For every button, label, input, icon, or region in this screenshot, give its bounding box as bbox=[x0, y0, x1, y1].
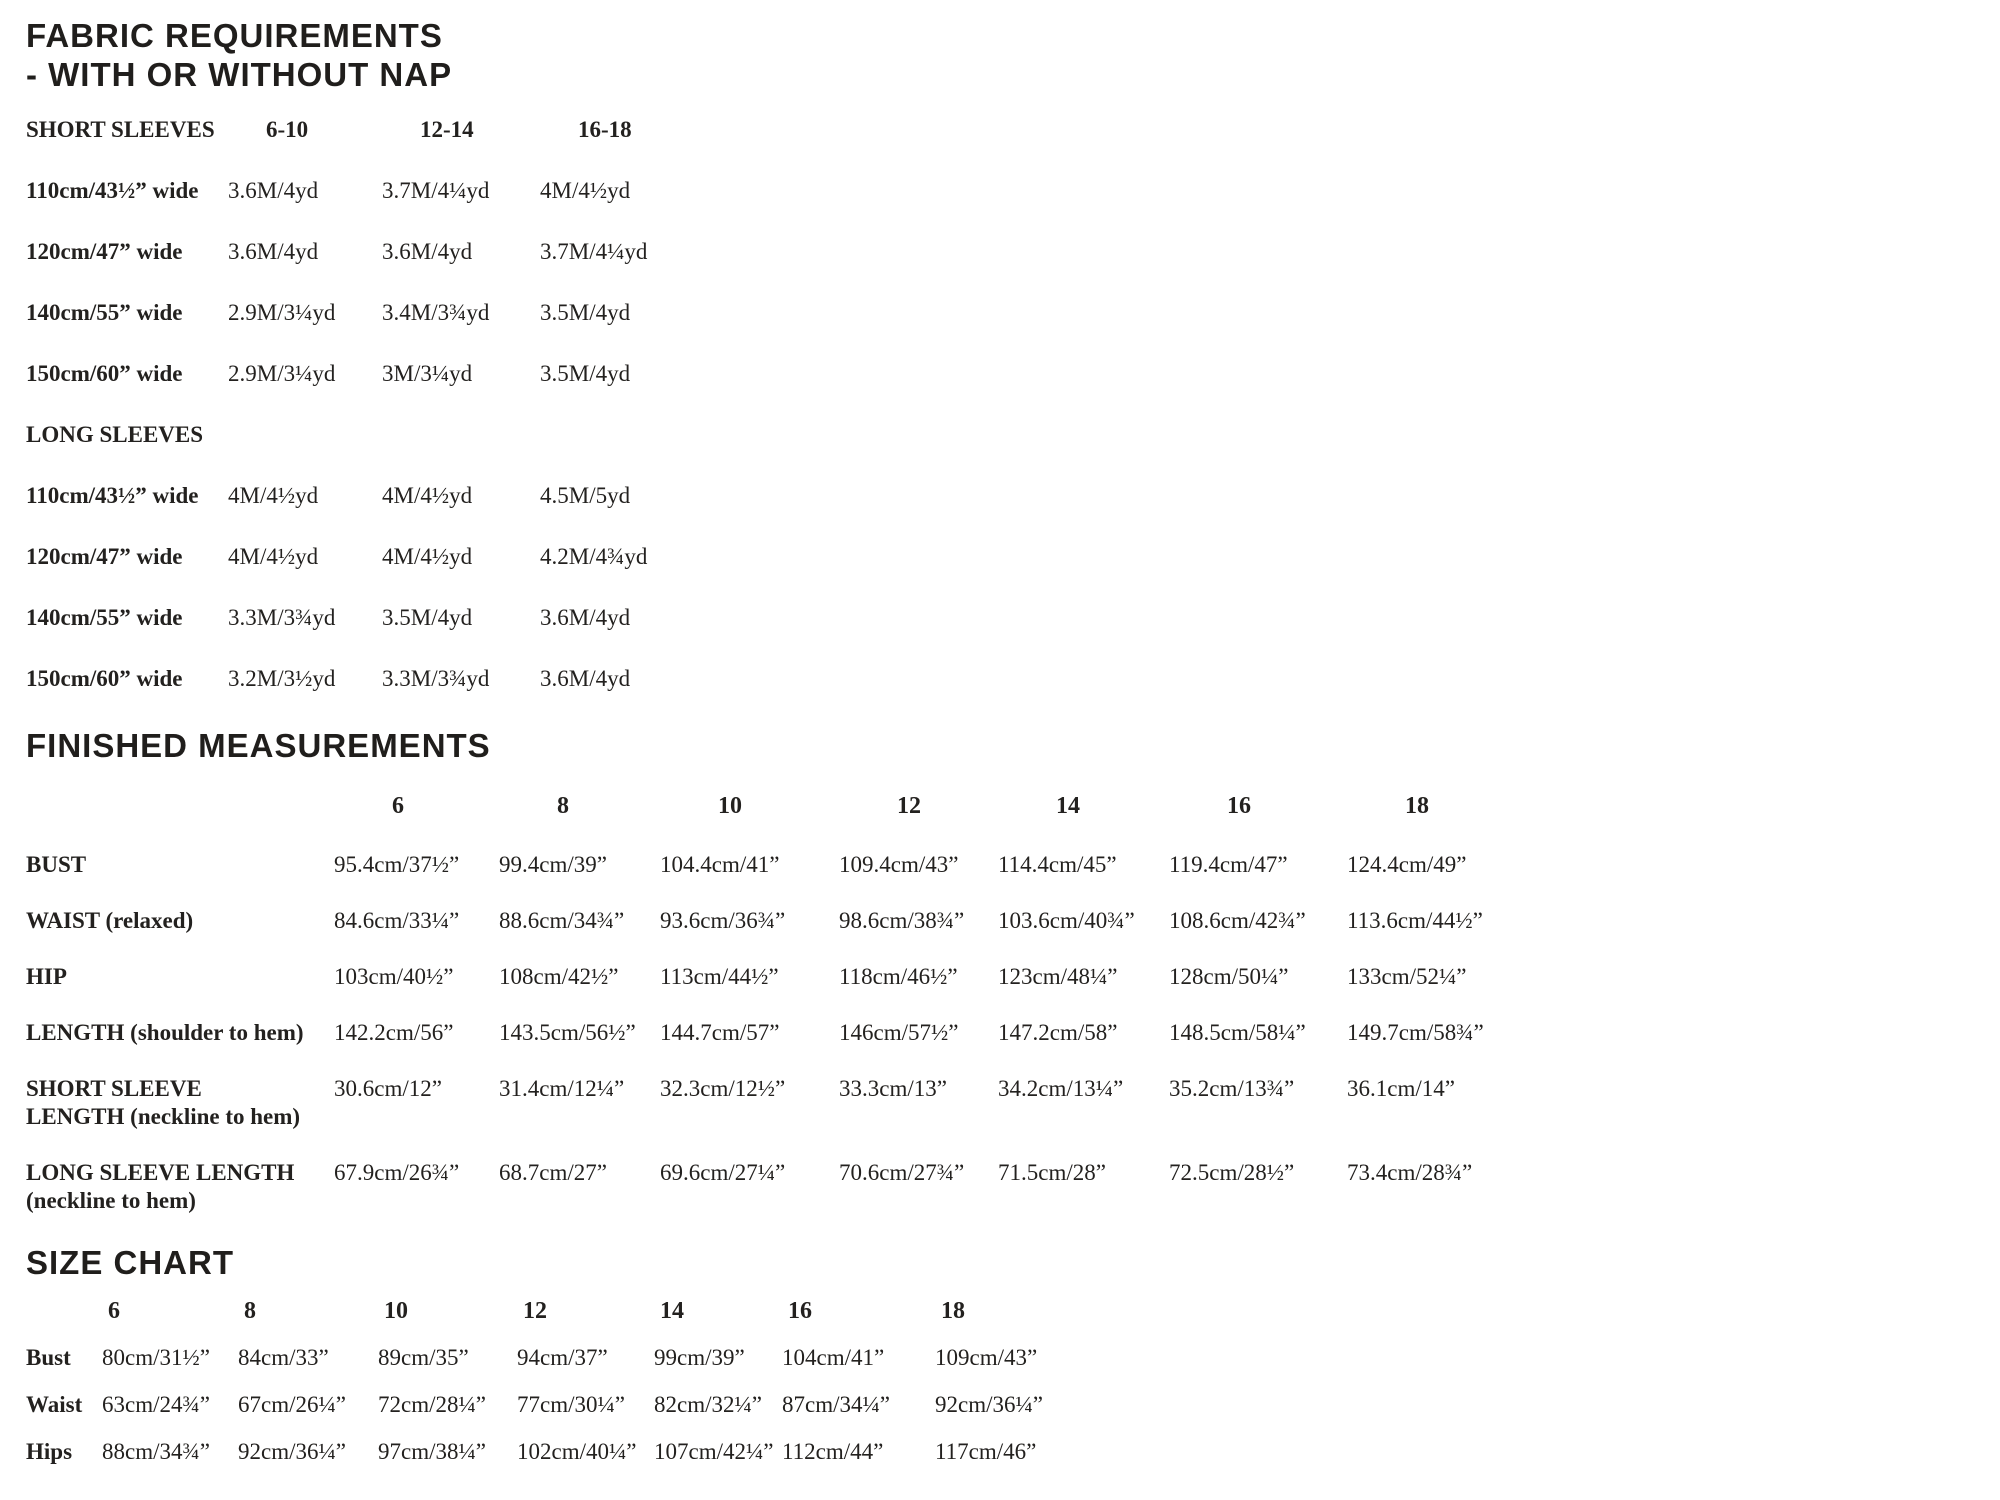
measurement-value: 147.2cm/58” bbox=[998, 1020, 1118, 1045]
body-measurement-value: 63cm/24¾” bbox=[102, 1392, 210, 1417]
body-measurement-value: 84cm/33” bbox=[238, 1345, 329, 1370]
fabric-width-label: 140cm/55” wide bbox=[26, 300, 183, 325]
empty-cell bbox=[228, 421, 382, 449]
measurement-value: 133cm/52¼” bbox=[1347, 964, 1467, 989]
finished-measurements-table bbox=[26, 792, 2000, 1215]
short-sleeves-label: SHORT SLEEVES bbox=[26, 117, 215, 142]
measurement-label bbox=[26, 1019, 334, 1047]
measurement-label bbox=[26, 907, 334, 935]
body-measurement-label: Waist bbox=[26, 1392, 83, 1417]
short-sleeves-fabric-row-120cm bbox=[26, 238, 2000, 266]
body-measurement-value: 104cm/41” bbox=[782, 1345, 885, 1370]
size-chart-row-hips bbox=[26, 1438, 2000, 1466]
measurement-value: 104.4cm/41” bbox=[660, 852, 780, 877]
measurement-value: 103.6cm/40¾” bbox=[998, 908, 1135, 933]
size-header-14: 14 bbox=[660, 1298, 684, 1324]
measurement-value: 123cm/48¼” bbox=[998, 964, 1118, 989]
measurement-label bbox=[26, 1159, 334, 1215]
fabric-requirements-title-line-2: - WITH OR WITHOUT NAP bbox=[26, 56, 453, 93]
size-header-18: 18 bbox=[1405, 793, 1429, 819]
measurement-value: 31.4cm/12¼” bbox=[499, 1076, 625, 1101]
size-chart-size-header-row bbox=[26, 1297, 2000, 1325]
measurement-row-hip bbox=[26, 963, 2000, 991]
fabric-width-label: 150cm/60” wide bbox=[26, 361, 183, 386]
body-measurement-value: 72cm/28¼” bbox=[378, 1392, 486, 1417]
measurement-label-line: (neckline to hem) bbox=[26, 1188, 196, 1213]
measurement-value: 114.4cm/45” bbox=[998, 852, 1117, 877]
measurement-value: 113.6cm/44½” bbox=[1347, 908, 1483, 933]
body-measurement-value: 87cm/34¼” bbox=[782, 1392, 890, 1417]
measurement-row-bust bbox=[26, 851, 2000, 879]
body-measurement-value: 89cm/35” bbox=[378, 1345, 469, 1370]
measurement-value: 69.6cm/27¼” bbox=[660, 1160, 786, 1185]
size-chart-row-bust bbox=[26, 1344, 2000, 1372]
yardage-value: 4M/4½yd bbox=[382, 483, 473, 508]
measurement-value: 99.4cm/39” bbox=[499, 852, 607, 877]
measurement-value: 93.6cm/36¾” bbox=[660, 908, 786, 933]
measurement-value: 67.9cm/26¾” bbox=[334, 1160, 460, 1185]
finished-measurements-size-header-row bbox=[26, 792, 2000, 820]
measurement-value: 144.7cm/57” bbox=[660, 1020, 780, 1045]
yardage-value: 3.7M/4¼yd bbox=[540, 239, 648, 264]
measurement-value: 35.2cm/13¾” bbox=[1169, 1076, 1295, 1101]
measurement-value: 113cm/44½” bbox=[660, 964, 779, 989]
measurement-value: 118cm/46½” bbox=[839, 964, 958, 989]
measurement-label-line: BUST bbox=[26, 852, 87, 877]
fabric-width-label: 140cm/55” wide bbox=[26, 605, 183, 630]
sewing-pattern-spec-page bbox=[26, 16, 2000, 1466]
measurement-value: 148.5cm/58¼” bbox=[1169, 1020, 1306, 1045]
measurement-value: 149.7cm/58¾” bbox=[1347, 1020, 1484, 1045]
yardage-value: 3.6M/4yd bbox=[540, 666, 631, 691]
body-measurement-value: 99cm/39” bbox=[654, 1345, 745, 1370]
measurement-value: 33.3cm/13” bbox=[839, 1076, 947, 1101]
yardage-value: 4.5M/5yd bbox=[540, 483, 631, 508]
yardage-value: 3.6M/4yd bbox=[540, 605, 631, 630]
fabric-width-label: 110cm/43½” wide bbox=[26, 483, 199, 508]
measurement-label-line: LENGTH (shoulder to hem) bbox=[26, 1020, 304, 1045]
yardage-value: 4M/4½yd bbox=[228, 483, 319, 508]
measurement-value: 108cm/42½” bbox=[499, 964, 619, 989]
size-header-8: 8 bbox=[557, 793, 569, 819]
measurement-value: 71.5cm/28” bbox=[998, 1160, 1106, 1185]
yardage-value: 2.9M/3¼yd bbox=[228, 300, 336, 325]
body-measurement-value: 82cm/32¼” bbox=[654, 1392, 762, 1417]
measurement-value: 73.4cm/28¾” bbox=[1347, 1160, 1473, 1185]
body-measurement-value: 94cm/37” bbox=[517, 1345, 608, 1370]
measurement-value: 34.2cm/13¼” bbox=[998, 1076, 1124, 1101]
yardage-value: 3.6M/4yd bbox=[382, 239, 473, 264]
measurement-value: 108.6cm/42¾” bbox=[1169, 908, 1306, 933]
yardage-value: 3.3M/3¾yd bbox=[382, 666, 490, 691]
long-sleeves-fabric-row-120cm bbox=[26, 543, 2000, 571]
measurement-value: 68.7cm/27” bbox=[499, 1160, 607, 1185]
yardage-value: 4M/4½yd bbox=[540, 178, 631, 203]
size-header-14: 14 bbox=[1056, 793, 1080, 819]
empty-cell bbox=[26, 792, 334, 820]
fabric-width-label: 150cm/60” wide bbox=[26, 666, 183, 691]
measurement-row-waist bbox=[26, 907, 2000, 935]
short-sleeves-fabric-row-110cm bbox=[26, 177, 2000, 205]
yardage-value: 3.2M/3½yd bbox=[228, 666, 336, 691]
empty-cell bbox=[382, 421, 540, 449]
measurement-label bbox=[26, 851, 334, 879]
fabric-requirements-table bbox=[26, 116, 2000, 693]
measurement-value: 30.6cm/12” bbox=[334, 1076, 442, 1101]
yardage-value: 3.7M/4¼yd bbox=[382, 178, 490, 203]
yardage-value: 2.9M/3¼yd bbox=[228, 361, 336, 386]
body-measurement-value: 97cm/38¼” bbox=[378, 1439, 486, 1464]
body-measurement-value: 102cm/40¼” bbox=[517, 1439, 637, 1464]
size-range-header-16-18: 16-18 bbox=[578, 117, 632, 142]
short-sleeves-fabric-row-150cm bbox=[26, 360, 2000, 388]
yardage-value: 3.5M/4yd bbox=[540, 361, 631, 386]
body-measurement-label: Bust bbox=[26, 1345, 71, 1370]
fabric-requirements-title bbox=[26, 16, 2000, 94]
measurement-value: 128cm/50¼” bbox=[1169, 964, 1289, 989]
fabric-requirements-title-line-1: FABRIC REQUIREMENTS bbox=[26, 17, 443, 54]
measurement-value: 95.4cm/37½” bbox=[334, 852, 460, 877]
body-measurement-value: 77cm/30¼” bbox=[517, 1392, 625, 1417]
size-header-10: 10 bbox=[718, 793, 742, 819]
long-sleeves-fabric-row-150cm bbox=[26, 665, 2000, 693]
yardage-value: 4M/4½yd bbox=[382, 544, 473, 569]
size-header-16: 16 bbox=[1227, 793, 1251, 819]
measurement-value: 124.4cm/49” bbox=[1347, 852, 1467, 877]
measurement-value: 72.5cm/28½” bbox=[1169, 1160, 1295, 1185]
measurement-value: 70.6cm/27¾” bbox=[839, 1160, 965, 1185]
body-measurement-value: 107cm/42¼” bbox=[654, 1439, 774, 1464]
measurement-value: 32.3cm/12½” bbox=[660, 1076, 786, 1101]
measurement-value: 98.6cm/38¾” bbox=[839, 908, 965, 933]
size-chart-title: SIZE CHART bbox=[26, 1244, 234, 1281]
measurement-label-line: LONG SLEEVE LENGTH bbox=[26, 1160, 295, 1185]
yardage-value: 3.4M/3¾yd bbox=[382, 300, 490, 325]
measurement-value: 36.1cm/14” bbox=[1347, 1076, 1455, 1101]
empty-cell bbox=[26, 1297, 102, 1325]
measurement-label-line: SHORT SLEEVE bbox=[26, 1076, 202, 1101]
measurement-label bbox=[26, 963, 334, 991]
measurement-label bbox=[26, 1075, 334, 1131]
long-sleeves-header-row bbox=[26, 421, 2000, 449]
size-header-12: 12 bbox=[897, 793, 921, 819]
yardage-value: 3.5M/4yd bbox=[540, 300, 631, 325]
measurement-value: 143.5cm/56½” bbox=[499, 1020, 636, 1045]
yardage-value: 3.3M/3¾yd bbox=[228, 605, 336, 630]
size-range-header-6-10: 6-10 bbox=[266, 117, 309, 142]
fabric-width-label: 110cm/43½” wide bbox=[26, 178, 199, 203]
long-sleeves-label: LONG SLEEVES bbox=[26, 422, 204, 447]
body-measurement-label: Hips bbox=[26, 1439, 73, 1464]
size-chart-row-waist bbox=[26, 1391, 2000, 1419]
measurement-label-line: HIP bbox=[26, 964, 67, 989]
size-header-6: 6 bbox=[392, 793, 404, 819]
measurement-label-line: LENGTH (neckline to hem) bbox=[26, 1104, 301, 1129]
size-header-18: 18 bbox=[941, 1298, 965, 1324]
body-measurement-value: 92cm/36¼” bbox=[238, 1439, 346, 1464]
finished-measurements-title: FINISHED MEASUREMENTS bbox=[26, 727, 491, 764]
measurement-row-long-sleeve-length bbox=[26, 1159, 2000, 1215]
measurement-row-short-sleeve-length bbox=[26, 1075, 2000, 1131]
size-header-12: 12 bbox=[523, 1298, 547, 1324]
yardage-value: 4.2M/4¾yd bbox=[540, 544, 648, 569]
measurement-value: 88.6cm/34¾” bbox=[499, 908, 625, 933]
size-range-header-12-14: 12-14 bbox=[420, 117, 474, 142]
size-header-10: 10 bbox=[384, 1298, 408, 1324]
measurement-row-length bbox=[26, 1019, 2000, 1047]
body-measurement-value: 92cm/36¼” bbox=[935, 1392, 1043, 1417]
size-header-6: 6 bbox=[108, 1298, 120, 1324]
yardage-value: 3M/3¼yd bbox=[382, 361, 473, 386]
empty-cell bbox=[540, 421, 840, 449]
measurement-value: 119.4cm/47” bbox=[1169, 852, 1288, 877]
fabric-width-label: 120cm/47” wide bbox=[26, 544, 183, 569]
body-measurement-value: 109cm/43” bbox=[935, 1345, 1038, 1370]
long-sleeves-fabric-row-110cm bbox=[26, 482, 2000, 510]
yardage-value: 3.6M/4yd bbox=[228, 239, 319, 264]
body-measurement-value: 67cm/26¼” bbox=[238, 1392, 346, 1417]
measurement-label-line: WAIST (relaxed) bbox=[26, 908, 194, 933]
size-chart-table bbox=[26, 1297, 2000, 1466]
yardage-value: 4M/4½yd bbox=[228, 544, 319, 569]
size-header-8: 8 bbox=[244, 1298, 256, 1324]
short-sleeves-header-row bbox=[26, 116, 2000, 144]
measurement-value: 103cm/40½” bbox=[334, 964, 454, 989]
body-measurement-value: 88cm/34¾” bbox=[102, 1439, 210, 1464]
long-sleeves-fabric-row-140cm bbox=[26, 604, 2000, 632]
body-measurement-value: 112cm/44” bbox=[782, 1439, 884, 1464]
body-measurement-value: 80cm/31½” bbox=[102, 1345, 210, 1370]
measurement-value: 84.6cm/33¼” bbox=[334, 908, 460, 933]
size-header-16: 16 bbox=[788, 1298, 812, 1324]
short-sleeves-fabric-row-140cm bbox=[26, 299, 2000, 327]
body-measurement-value: 117cm/46” bbox=[935, 1439, 1037, 1464]
measurement-value: 142.2cm/56” bbox=[334, 1020, 454, 1045]
yardage-value: 3.5M/4yd bbox=[382, 605, 473, 630]
measurement-value: 109.4cm/43” bbox=[839, 852, 959, 877]
yardage-value: 3.6M/4yd bbox=[228, 178, 319, 203]
fabric-width-label: 120cm/47” wide bbox=[26, 239, 183, 264]
measurement-value: 146cm/57½” bbox=[839, 1020, 959, 1045]
